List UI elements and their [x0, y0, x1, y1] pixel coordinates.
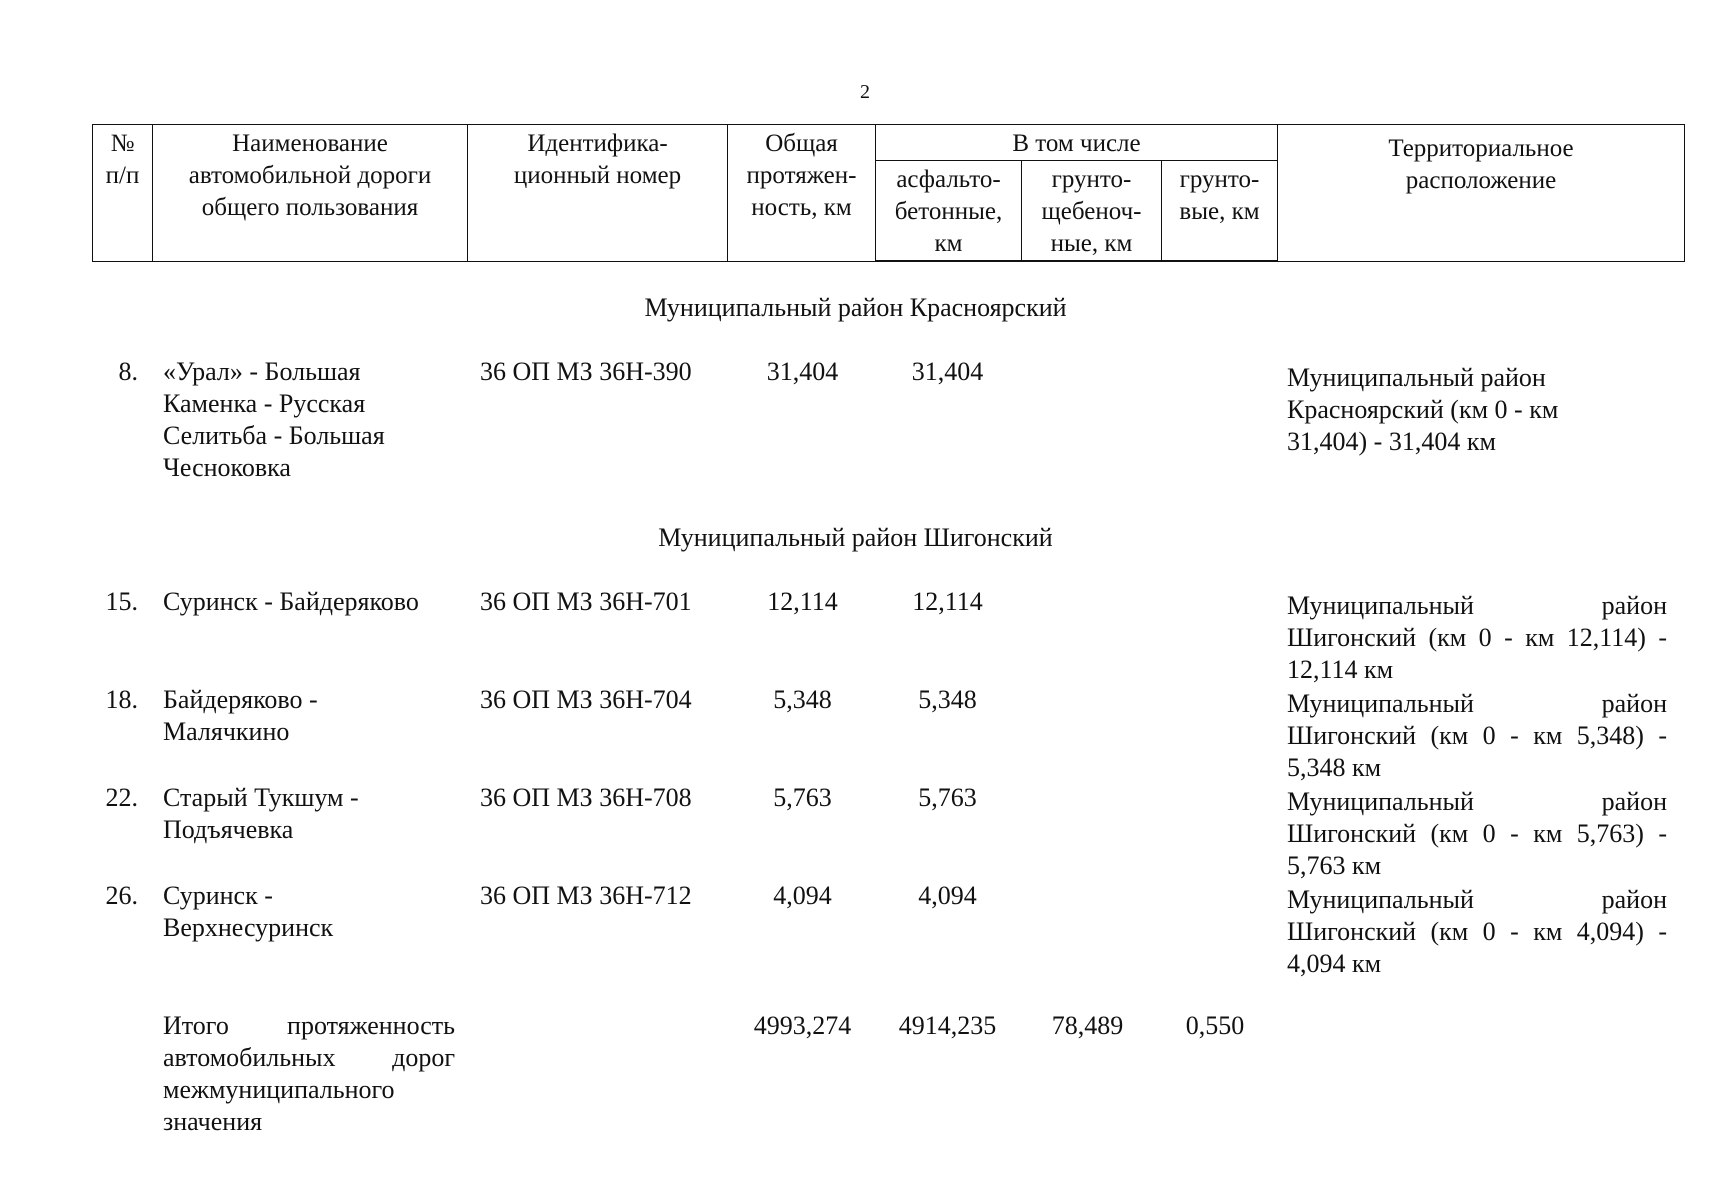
table-header [92, 124, 1685, 262]
road-id: 36 ОП МЗ 36Н-708 [480, 783, 692, 812]
asphalt-length: 4914,235 [898, 1011, 997, 1040]
header-col-including: В том числе [876, 125, 1278, 161]
road-name: Суринск - Верхнесуринск [163, 881, 334, 942]
header-col-id: Идентифика-ционный номер [468, 125, 728, 262]
territory: Муниципальный район Красноярский (км 0 - км 31,404) - 31,404 км [1287, 363, 1559, 456]
asphalt-length: 31,404 [911, 357, 984, 386]
road-id: 36 ОП МЗ 36Н-704 [480, 685, 692, 714]
asphalt-length: 5,763 [918, 783, 977, 812]
territory: Муниципальный район Шигонский (км 0 - км 12,114) - 12,114 км [1287, 591, 1667, 684]
road-id: 36 ОП МЗ 36Н-712 [480, 881, 692, 910]
road-name: Байдеряково - Малячкино [163, 685, 318, 746]
territory: Муниципальный район Шигонский (км 0 - км 5,348) - 5,348 км [1287, 689, 1667, 782]
row-number: 8. [118, 357, 138, 386]
header-col-territory: Территориальное расположение [1278, 125, 1685, 262]
page-number: 2 [860, 81, 870, 103]
row-number: 18. [105, 685, 138, 714]
total-length: 31,404 [766, 357, 839, 386]
section-title-krasnoyarsky: Муниципальный район Красноярский [644, 293, 1067, 322]
road-id: 36 ОП МЗ 36Н-701 [480, 587, 692, 616]
territory: Муниципальный район Шигонский (км 0 - км 5,763) - 5,763 км [1287, 787, 1667, 880]
road-name: «Урал» - Большая Каменка - Русская Селитьба - Большая Чесноковка [163, 357, 385, 482]
gravel-length: 78,489 [1051, 1011, 1124, 1040]
header-col-total: Общая протяжен-ность, км [728, 125, 876, 262]
row-number: 22. [105, 783, 138, 812]
row-number: 15. [105, 587, 138, 616]
header-col-dirt: грунто-вые, км [1162, 161, 1278, 262]
total-length: 5,348 [773, 685, 832, 714]
total-length: 5,763 [773, 783, 832, 812]
header-col-asphalt: асфальто-бетонные, км [876, 161, 1022, 262]
total-length: 4,094 [773, 881, 832, 910]
total-length: 12,114 [767, 587, 838, 616]
dirt-length: 0,550 [1185, 1011, 1245, 1040]
header-col-name: Наименование автомобильной дороги общего пользования [153, 125, 468, 262]
road-name: Старый Тукшум - Подъячевка [163, 783, 359, 844]
asphalt-length: 12,114 [912, 587, 983, 616]
road-id: 36 ОП МЗ 36Н-390 [480, 357, 692, 386]
territory: Муниципальный район Шигонский (км 0 - км 4,094) - 4,094 км [1287, 885, 1667, 978]
total-label: Итого протяженность автомобильных дорог межмуниципального значения [163, 1011, 455, 1136]
asphalt-length: 4,094 [918, 881, 977, 910]
road-name: Суринск - Байдеряково [163, 587, 419, 616]
header-col-num: № п/п [93, 125, 153, 262]
section-title-shigonsky: Муниципальный район Шигонский [658, 523, 1053, 552]
header-col-gravel: грунто-щебеноч-ные, км [1022, 161, 1162, 262]
row-number: 26. [105, 881, 138, 910]
asphalt-length: 5,348 [918, 685, 977, 714]
total-length: 4993,274 [753, 1011, 852, 1040]
